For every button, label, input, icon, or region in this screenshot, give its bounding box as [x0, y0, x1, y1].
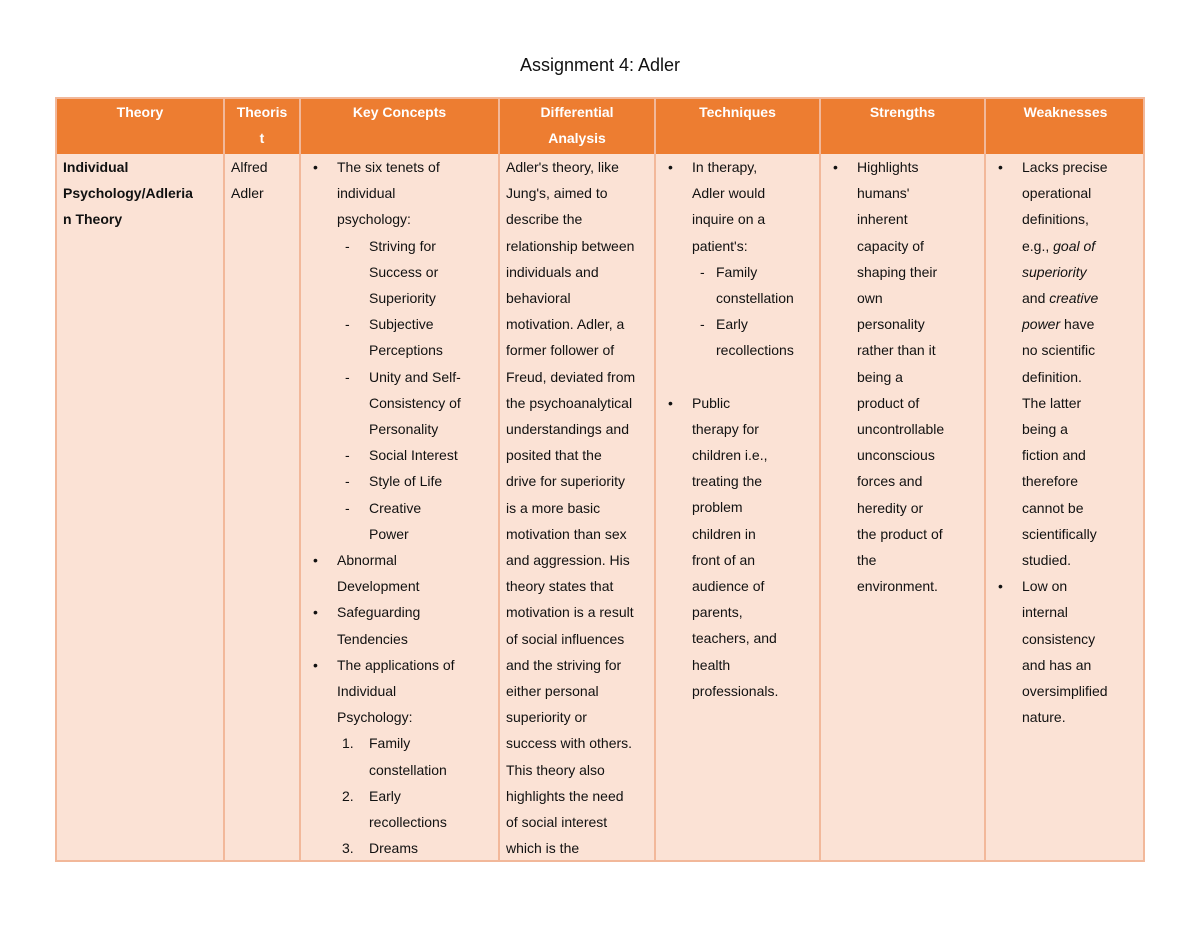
theory-table	[55, 97, 1145, 862]
list-item: • Public therapy for children i.e., treating the problem children in front of an audience of parents, teachers, and health professionals.	[662, 390, 813, 704]
list-item: • The six tenets of individual psychology: - Striving for Success or Superiority - Subjective Perceptions - Unity and Self- Consistency of Personality - Social Interest - Style of Life - Creative Power	[307, 154, 492, 547]
list-item: - Style of Life	[337, 468, 492, 494]
list-item: • Low on internal consistency and has an oversimplified nature.	[992, 573, 1139, 730]
cell-strengths	[821, 154, 984, 860]
cell-weaknesses	[986, 154, 1145, 860]
list-item: • The applications of Individual Psychology: 1. Family constellation 2. Early recollections 3. Dreams	[307, 652, 492, 862]
cell-key-concepts	[301, 154, 498, 860]
list-item: 1. Family constellation	[342, 735, 447, 778]
cell-differential-analysis: Adler's theory, like Jung's, aimed to describe the relationship between individuals and behavioral motivation. Adler, a former follower of Freud, deviated from the psychoanalytical understandings and posited that the drive for superiority is a more basic motivation than sex and aggression. His theory states that motivation is a result of social influences and the striving for either personal superiority or success with others. This theory also highlights the need of social interest which is the	[506, 159, 636, 857]
list-item: • Lacks precise operational definitions, e.g., goal of superiority and creative power have no scientific definition. The latter being a fiction and therefore cannot be scientifically studied.	[992, 154, 1139, 573]
list-item: - Unity and Self- Consistency of Personality	[337, 364, 492, 443]
column-weaknesses	[984, 99, 1145, 860]
list-item: - Striving for Success or Superiority	[337, 233, 492, 312]
list-item: • In therapy, Adler would inquire on a patient's: - Family constellation - Early recollections	[662, 154, 813, 364]
document-title: Assignment 4: Adler	[519, 55, 681, 75]
list-item: 3. Dreams	[342, 840, 419, 857]
column-theory	[57, 99, 223, 860]
column-theorist	[223, 99, 299, 860]
header-theory: Theory	[116, 104, 164, 120]
list-item: - Family constellation	[692, 259, 813, 311]
header-weaknesses: Weaknesses	[1023, 104, 1108, 120]
column-differential-analysis	[498, 99, 654, 860]
header-key-concepts: Key Concepts	[352, 104, 447, 120]
list-item: - Social Interest	[337, 442, 492, 468]
cell-techniques	[656, 154, 819, 860]
list-item: - Creative Power	[337, 495, 492, 547]
header-theorist: Theoris t	[236, 104, 288, 146]
list-item: - Subjective Perceptions	[337, 311, 492, 363]
cell-theorist: Alfred Adler	[231, 159, 268, 202]
column-strengths	[819, 99, 984, 860]
column-key-concepts	[299, 99, 498, 860]
header-techniques: Techniques	[699, 104, 776, 120]
cell-theory: Individual Psychology/Adleria n Theory	[63, 159, 193, 228]
list-item: - Early recollections	[692, 311, 813, 363]
column-techniques	[654, 99, 819, 860]
list-item: 2. Early recollections	[342, 787, 447, 831]
list-item: • Highlights humans' inherent capacity of shaping their own personality rather than it being a product of uncontrollable unconscious forces and heredity or the product of the environment.	[827, 154, 978, 599]
header-strengths: Strengths	[869, 104, 936, 120]
header-differential-analysis: Differential Analysis	[540, 104, 614, 146]
list-item: • Abnormal Development	[307, 547, 492, 599]
list-item: • Safeguarding Tendencies	[307, 599, 492, 651]
